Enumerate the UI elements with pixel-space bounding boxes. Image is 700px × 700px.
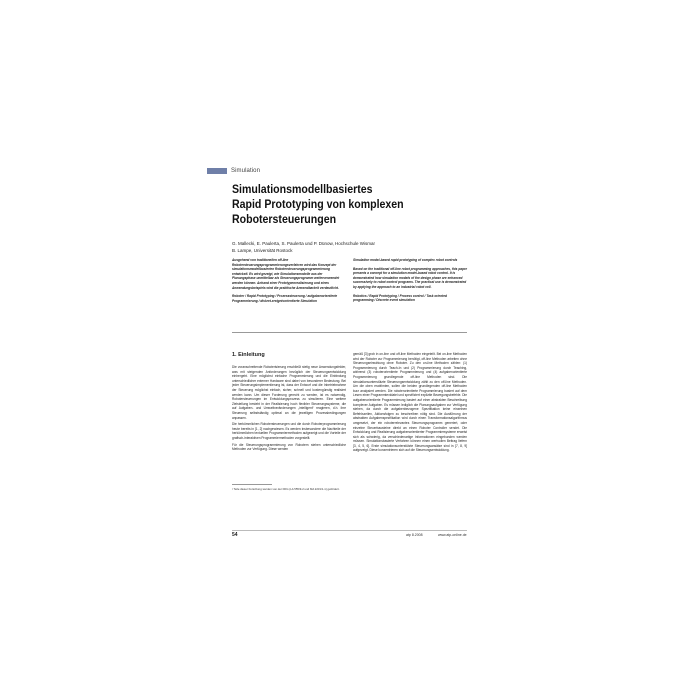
section-color-bar bbox=[207, 168, 227, 174]
footer-divider bbox=[232, 530, 467, 531]
abstract-english-text: Based on the traditional off-line robot programming approaches, this paper presents a concept for a simulation model-based robot control. It is demonstrated how simulation models of the design phase are enhanced successively to robot control programs. The practical use is demonstrated by applying the approach to an industrial robot cell. bbox=[353, 266, 467, 289]
abstract-english bbox=[353, 258, 467, 303]
title-line: Simulationsmodellbasiertes bbox=[232, 184, 373, 196]
abstract-german bbox=[232, 258, 346, 303]
section-heading: 1. Einleitung bbox=[232, 352, 265, 358]
body-paragraph: Für die Steuerungsprogrammierung von Robotern stehen unterschiedliche Methoden zur Verfügung. Diese werden bbox=[232, 442, 346, 452]
title-line: Rapid Prototyping von komplexen bbox=[232, 199, 404, 211]
author-line: B. Lampe, Universität Rostock bbox=[232, 248, 293, 253]
section-label: Simulation bbox=[231, 167, 261, 174]
section-tag bbox=[207, 166, 260, 175]
abstract-german-text: Ausgehend von traditionellen off-line Robotersteuerungsprogrammierungsverfahren wird das Konzept der simulationsmodellbasierten Robotersteuerungsprogrammierung entwickelt. Es wird gezeigt, wie Simulationsmodelle aus der Planungsphase unmittelbar als Steuerungsprogramm weiterverwendet werden können. Anhand einer Prototypenrealisierung und eines Anwendungsbeispiels wird die praktische Anwendbarkeit verdeutlicht. bbox=[232, 258, 340, 290]
article-title bbox=[232, 183, 471, 228]
body-paragraph: Die voranschreitende Roboterisierung erschließt stetig neue Anwendungsfelder, was mit steigenden Anforderungen bezüglich der Steuerungsentwicklung einhergeht. Eine möglichst einfache Programmierung und die Einbindung unterschiedlicher externer Hardware sind dabei von besonderer Bedeutung. Bei jeder Steuerungsimplementierung ist, dass der Entwurf und die Inbetriebnahme der Steuerung möglichst einfach, sicher, schnell und kostengünstig realisiert werden kann. Um dieser Forderung gerecht zu werden, ist es notwendig, Robotersteuerungen im Entwicklungsprozess zu simulieren. Eine weitere Zielstellung besteht in der Realisierung hoch flexibler Steuerungssysteme, die auf Aufgaben- und Umweltveränderungen „intelligent“ reagieren, d.h. ihre Steuerung selbstständig optimal an die jeweiligen Prozessbedingungen anpassen. bbox=[232, 365, 346, 420]
abstract-divider bbox=[232, 332, 467, 333]
title-line: Robotersteuerungen bbox=[232, 214, 337, 226]
abstract-english-keywords: Robotics / Rapid Prototyping / Process control / Task oriented programming / Discrete event simulation bbox=[353, 293, 447, 303]
author-line: G. Mallecki, E. Paulerta, S. Paulerta und P. Dünow, Hochschule Wismar bbox=[232, 241, 375, 246]
body-paragraph: gemäß [3] grob in on-line und off-line Methoden eingeteilt. Bei on-line Methoden wird der Roboter zur Programmierung benötigt, off-line Methoden arbeiten ohne Steuerungseinwirkung ohne Roboter. Zu den on-line Methoden zählen: (1) Programmierung durch Teach-In und (2) Programmierung durch Teaching, während (3) roboterorientierte Programmierung und (4) aufgabenorientierte Programmierung grundlegende off-line Methoden sind. Die simulationsunterstützte Steuerungsentwicklung zählt zu den off-line Methoden. Um die oben erwähnten, sollen die beiden grundlegenden off-line Methoden kurz analysiert werden. Die roboterorientierte Programmierung basiert auf dem Lesen einer Programmtextdatei und spezifiziert explizite Bewegungsbefehle. Die aufgabenorientierte Programmierung basiert auf einer abstrakten Beschreibung komplexer Aufgaben. Es müssen lediglich die Planungsaufgaben zur Verfügung stehen, da durch die aufgabenbezogene Spezifikation keine einzelnen Befehlszeilen, Aktionsfolgen zu beschreiben nötig sind. Die Ausführung der abstrakten Aufgabenspezifikation wird durch einen Transformationsalgorithmus umgesetzt, der ein roboterrelevantes Steuerungsprogramm generiert, oder einzelne Steuerbausteine direkt an einen Roboter Controller sendet. Die Entwicklung und Realisierung aufgabenorientierter Programmiersysteme erweist sich als schwierig, da verschiedenartige Informationen eingebunden werden müssen. Simulationsbasierte Verfahren können einen wertvollen Beitrag liefern [3, 4, 5, 6]. Erste simulationsunterstützte Steuerungsansätze sind in [7, 8, 9] aufgezeigt. Diese konzentrieren sich auf die Steuerungsentwicklung. bbox=[353, 352, 467, 453]
journal-website-link[interactable]: www.atp-online.de bbox=[438, 533, 467, 537]
abstract-english-title: Simulation model-based rapid prototyping of complex robot controls bbox=[353, 258, 458, 262]
author-block bbox=[232, 240, 492, 254]
journal-reference: atp 8.2008 bbox=[406, 533, 423, 537]
body-column-left bbox=[232, 352, 346, 454]
page-number: 54 bbox=[232, 532, 238, 538]
abstract-german-keywords: Roboter / Rapid Prototyping / Prozesssteuerung / aufgabenorientierte Programmierung / diskret-ereignisorientierte Simulation bbox=[232, 294, 338, 303]
body-column-right bbox=[353, 352, 467, 455]
footnote: ¹ Teile dieser Forschung wurden von der DFG (LA 555/9-2 und MA 2231/1-1) gefördert. bbox=[232, 487, 340, 491]
footnote-divider bbox=[232, 484, 272, 485]
body-paragraph: Die herkömmlichen Robotersteuerungen und die durch Roboterprogrammierung heute bereits in [1, 2] nachgewiesen. Es werden insbesondere die Nachteile der herkömmlichen textuellen Programmiermethoden aufgezeigt und die Vorteile der grafisch-interaktiven Programmiermethoden vorgestellt. bbox=[232, 422, 346, 440]
